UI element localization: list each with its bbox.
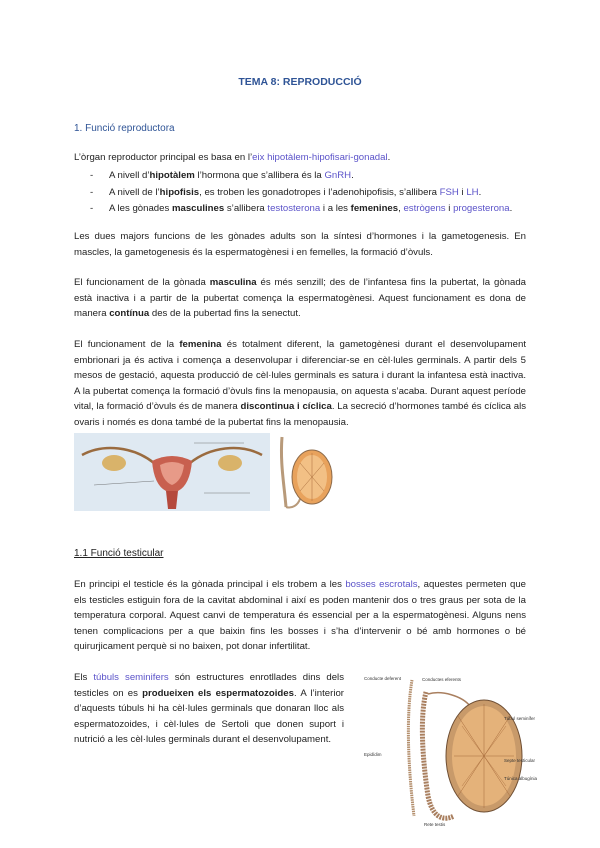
label-conductes-eferents: Conductes eferents — [422, 677, 462, 682]
section-heading-1-1: 1.1 Funció testicular — [74, 548, 164, 559]
female-reproductive-figure — [74, 433, 270, 511]
paragraph-tubules: Els túbuls seminifers són estructures enrotllades dins dels testicles on es produeixen els espermatozoides. A l’interior d’aquests túbuls hi ha cèl·lules germinals que donaran lloc als espermatozoides, i cèl·lules de Sertoli que donen suport i nutrició a les cèl·lules germinals durant el desenvolupament. — [74, 672, 344, 746]
label-epididim: Epidídim — [364, 752, 382, 757]
paragraph-female: El funcionament de la femenina és totalment diferent, la gametogènesi durant el desenvolupament embrionari ja és activa i comença a desenvolupar i diferenciar-se en cèl·lules germinals. A partir dels 5 mesos de gestació, aquesta producció de cèl·lules germinals es satura i durant la infantesa està inactiva. A la pubertat comença la formació d’òvuls fins la menopausia, on aquesta s’acaba. Durant aquest període vital, la formació d’òvuls és de manera discontinua i cíclica. La secreció d’hormones també és cíclica als ovaris i només es dona també de la pubertat fins la menopausia. — [74, 339, 527, 428]
label-tubul-seminifer: Túbul seminífer — [504, 716, 536, 721]
label-septe-testicular: Septe testicular — [504, 758, 536, 763]
section-heading-1: 1. Funció reproductora — [74, 123, 175, 134]
list-item: - A les gònades masculines s’allibera testosterona i a les femenines, estrògens i progesterona. — [74, 201, 526, 218]
page-title: TEMA 8: REPRODUCCIÓ — [238, 76, 362, 88]
testis-small-figure — [272, 433, 340, 511]
link-eix: eix hipotàlem-hipofisari-gonadal — [252, 152, 388, 163]
paragraph-testis: En principi el testicle és la gònada principal i els trobem a les bosses escrotals, aquestes permeten que els testicles estiguin fora de la cavitat abdominal i així es poden mantenir dos o tres graus per sota de la temperatura corporal. Aquest canvi de temperatura és essencial per a la espermatogènesi. Alguns nens tenen complicacions per a que baixin fins les bosses i s’ha d’intervenir o bé amb hormones o bé quirurjicament perquè si no baixen, pot donar infertilitat. — [74, 579, 526, 653]
testis-anatomy-figure — [362, 676, 540, 828]
label-conducte-deferent: Conducte deferent — [364, 676, 402, 681]
paragraph-gonads: Les dues majors funcions de les gònades adults son la síntesi d’hormones i la gametogenesis. En mascles, la gametogenesis és la espermatogènesi i en femelles, la formació d’òvuls. — [74, 231, 526, 258]
paragraph-male: El funcionament de la gònada masculina és més senzill; des de l’infantesa fins la pubertat, la gònada està inactiva i a partir de la pubertat comença la espermatogènesi. Aquest funcionament es dona de manera contínua des de la pubertad fins la senectut. — [74, 277, 527, 320]
label-rete-testis: Rete testis — [424, 822, 446, 827]
label-tunica-albuginia: Túnica albugínia — [504, 776, 538, 781]
intro-paragraph: L’òrgan reproductor principal es basa en l’eix hipotàlem-hipofisari-gonadal. — [74, 152, 391, 163]
list-item: - A nivell de l’hipofisis, es troben les gonadotropes i l’adenohipofisis, s’allibera FSH i LH. — [74, 185, 526, 202]
hormone-list — [74, 168, 526, 218]
list-item: - A nivell d’hipotàlem l’hormona que s’allibera és la GnRH. — [74, 168, 526, 185]
